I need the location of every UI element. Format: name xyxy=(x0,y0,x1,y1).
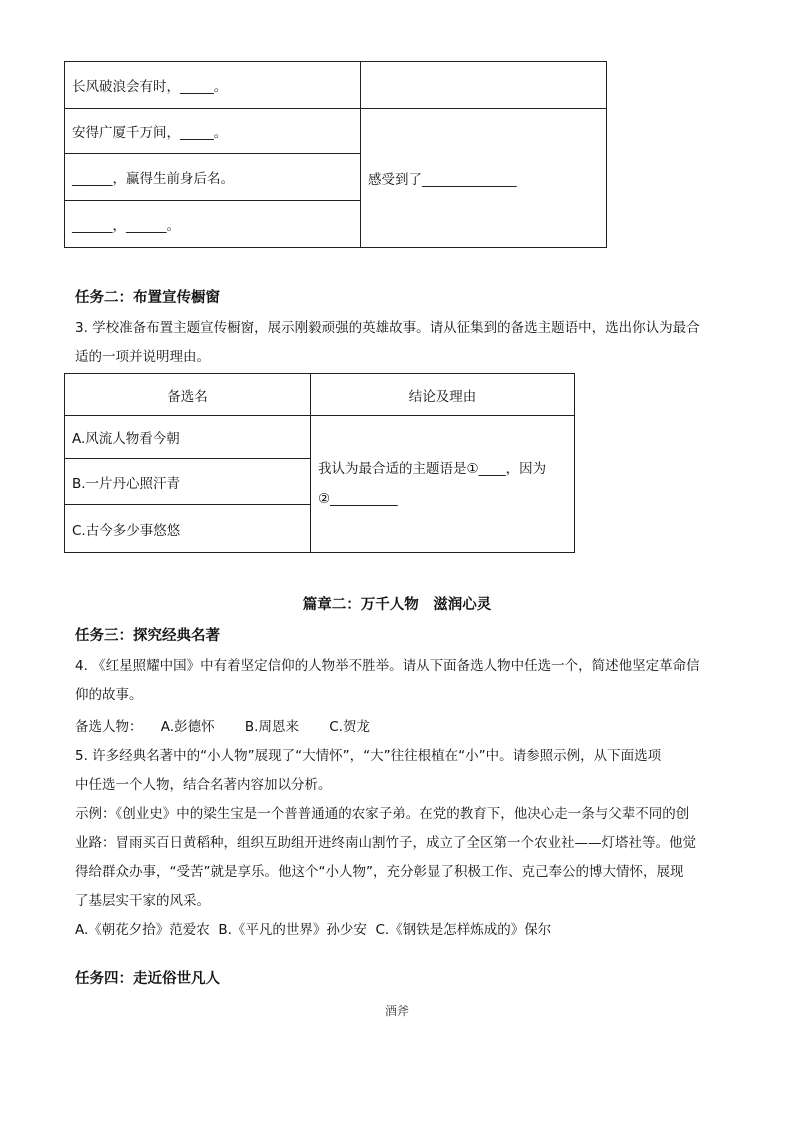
example-line-3: 得给群众办事，“受苦”就是享乐。他这个“小人物”，充分彰显了积极工作、克己奉公的博大情怀，展现 xyxy=(75,864,684,880)
candidate-c: C.贺龙 xyxy=(329,719,370,735)
q4-text xyxy=(75,652,725,710)
candidates-row xyxy=(75,717,370,737)
answer-cell xyxy=(311,416,575,553)
option-c: C.古今多少事悠悠 xyxy=(65,505,311,553)
q3-line-2: 适的一项并说明理由。 xyxy=(75,349,210,365)
option-a: A.风流人物看今朝 xyxy=(65,416,311,459)
poem-line-4: ______，______。 xyxy=(65,201,361,248)
q3-line-1: 3. 学校准备布置主题宣传橱窗，展示刚毅顽强的英雄故事。请从征集到的备选主题语中，选出你认为最合 xyxy=(75,320,700,336)
table2-header-right: 结论及理由 xyxy=(311,374,575,416)
empty-cell xyxy=(361,62,607,109)
answer-line-1: 我认为最合适的主题语是①____，因为 xyxy=(318,461,547,477)
candidate-b: B.周恩来 xyxy=(244,719,299,735)
q3-text xyxy=(75,314,725,372)
candidates-label: 备选人物： xyxy=(75,719,143,735)
poem-line-2: 安得广厦千万间，_____。 xyxy=(65,109,361,154)
task3-title: 任务三：探究经典名著 xyxy=(75,628,220,644)
q5-line-2: 中任选一个人物，结合名著内容加以分析。 xyxy=(75,777,332,793)
q4-line-1: 4. 《红星照耀中国》中有着坚定信仰的人物举不胜举。请从下面备选人物中任选一个，简述他坚定革命信 xyxy=(75,658,700,674)
chapter2-title: 篇章二：万千人物 滋润心灵 xyxy=(302,597,492,613)
poem-fill-table xyxy=(64,61,607,248)
footer-mark: 酒斧 xyxy=(384,1004,409,1018)
example-line-2: 业路：冒雨买百日黄稻种，组织互助组开进终南山割竹子，成立了全区第一个农业社——灯塔社等。他觉 xyxy=(75,835,696,851)
task4-title: 任务四：走近俗世凡人 xyxy=(75,971,220,987)
q5-line-1: 5. 许多经典名著中的“小人物”展现了“大情怀”，“大”往往根植在“小”中。请参照示例，从下面选项 xyxy=(75,748,662,764)
feeling-cell: 感受到了______________ xyxy=(361,109,607,248)
poem-line-3: ______，赢得生前身后名。 xyxy=(65,154,361,201)
q4-line-2: 仰的故事。 xyxy=(75,687,143,703)
table2-header-left: 备选名 xyxy=(65,374,311,416)
q5-options: A.《朝花夕拾》范爱农 B.《平凡的世界》孙少安 C.《钢铁是怎样炼成的》保尔 xyxy=(75,922,552,938)
theme-choice-table xyxy=(64,373,575,553)
example-line-1: 示例：《创业史》中的梁生宝是一个普普通通的农家子弟。在党的教育下，他决心走一条与父辈不同的创 xyxy=(75,806,690,822)
q5-text xyxy=(75,742,725,945)
task2-title: 任务二：布置宣传橱窗 xyxy=(75,290,220,306)
answer-line-2: ②__________ xyxy=(318,491,398,507)
poem-line-1: 长风破浪会有时，_____。 xyxy=(65,62,361,109)
example-line-4: 了基层实干家的风采。 xyxy=(75,893,210,909)
option-b: B.一片丹心照汗青 xyxy=(65,459,311,505)
candidate-a: A.彭德怀 xyxy=(160,719,215,735)
